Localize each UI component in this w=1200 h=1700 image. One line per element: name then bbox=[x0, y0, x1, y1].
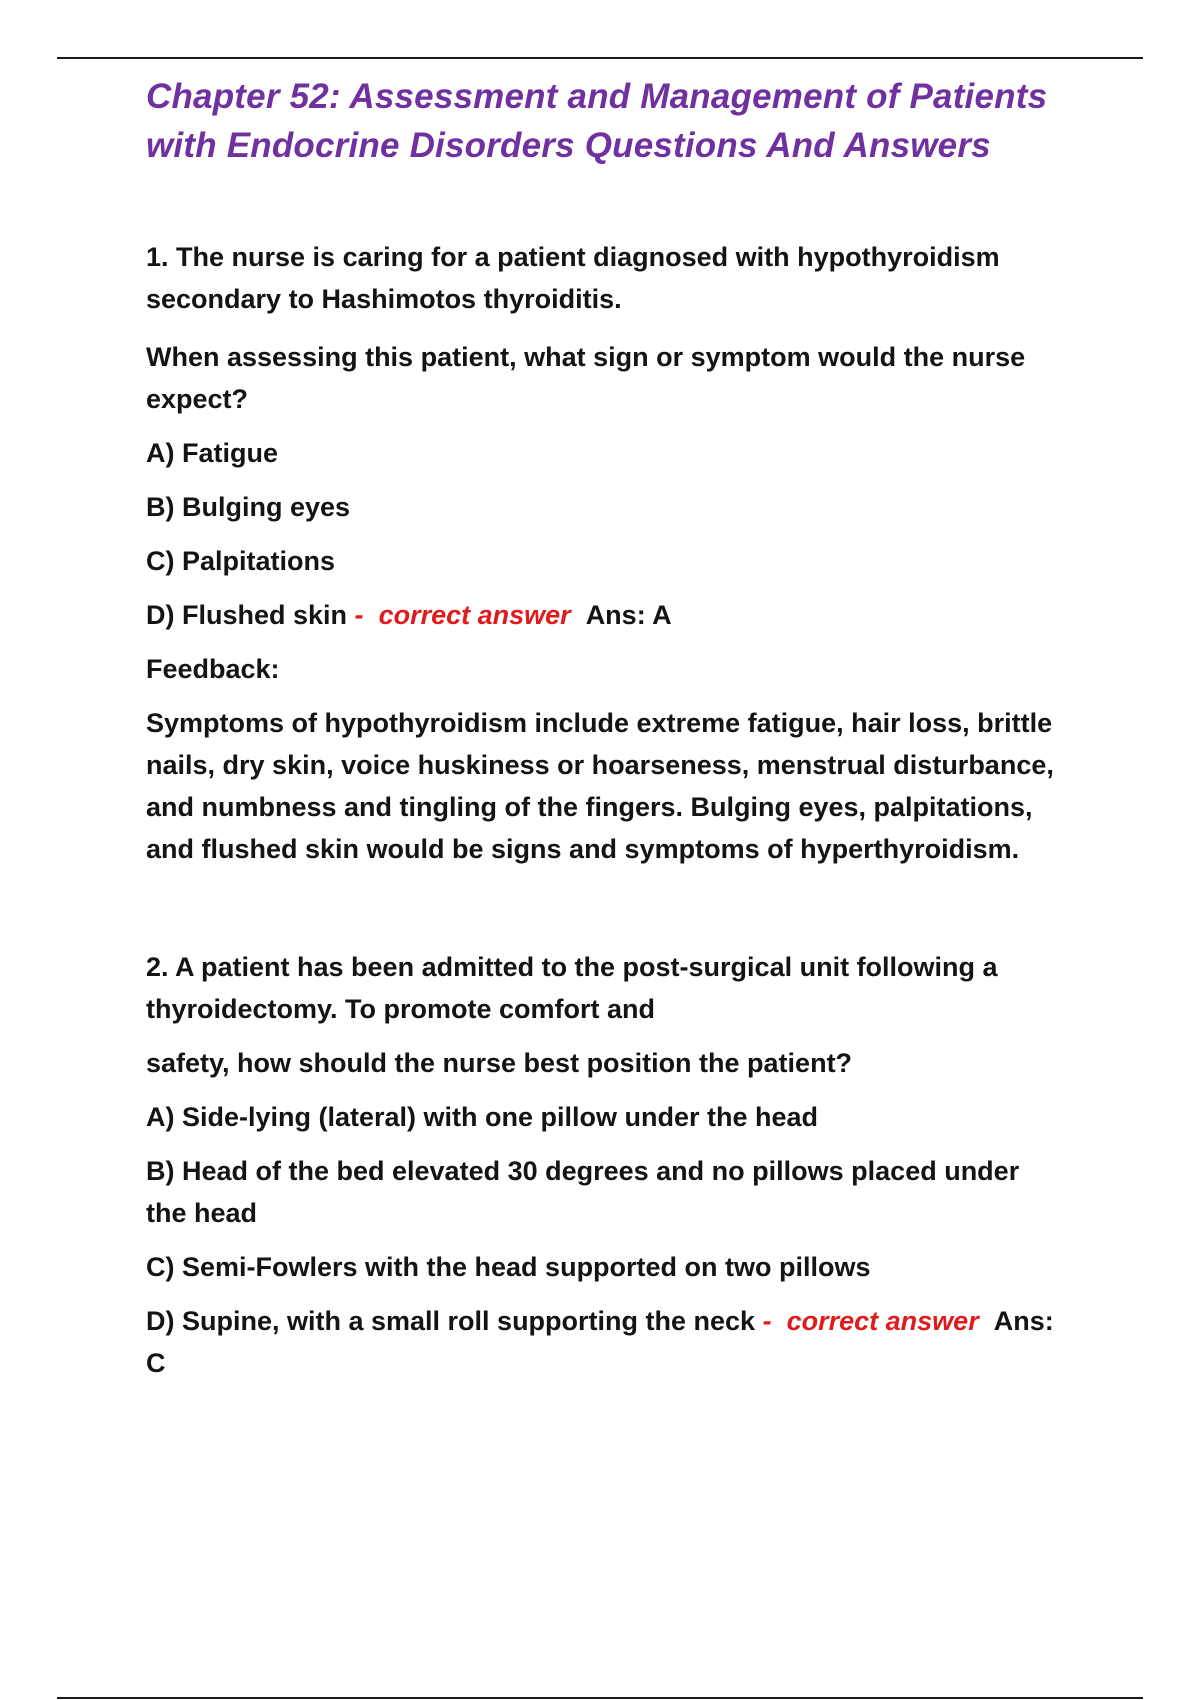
q1-stem-line-2: secondary to Hashimotos thyroiditis. bbox=[146, 284, 622, 314]
q1-answer: Ans: A bbox=[585, 600, 672, 630]
q2-option-b-line-1: B) Head of the bed elevated 30 degrees and no pillows placed under bbox=[146, 1156, 1020, 1186]
q1-option-a: A) Fatigue bbox=[146, 438, 278, 468]
q1-correct-answer-label: correct answer bbox=[378, 600, 571, 630]
q2-stem-line-1: 2. A patient has been admitted to the post-surgical unit following a bbox=[146, 952, 998, 982]
q1-option-c: C) Palpitations bbox=[146, 546, 336, 576]
q2-answer-line-2: C bbox=[146, 1348, 166, 1378]
title-line-2: with Endocrine Disorders Questions And Answers bbox=[146, 126, 991, 165]
q1-feedback-line-2: nails, dry skin, voice huskiness or hoarseness, menstrual disturbance, bbox=[146, 750, 1054, 780]
q1-dash: - bbox=[354, 600, 364, 630]
document-page bbox=[146, 72, 1106, 1384]
q1-option-b: B) Bulging eyes bbox=[146, 492, 351, 522]
q2-correct-answer-label: correct answer bbox=[786, 1306, 979, 1336]
q1-option-d: D) Flushed skin bbox=[146, 600, 348, 630]
q1-stem-line-1: 1. The nurse is caring for a patient diagnosed with hypothyroidism bbox=[146, 242, 1000, 272]
q2-option-d-row bbox=[146, 1300, 1106, 1342]
q2-answer-line-1: Ans: bbox=[993, 1306, 1054, 1336]
q1-prompt-line-2: expect? bbox=[146, 384, 249, 414]
q1-option-d-row bbox=[146, 594, 1106, 636]
document-title bbox=[146, 72, 1106, 170]
q2-stem-line-3: safety, how should the nurse best position the patient? bbox=[146, 1048, 853, 1078]
q2-option-d: D) Supine, with a small roll supporting the neck bbox=[146, 1306, 756, 1336]
q1-feedback-line-1: Symptoms of hypothyroidism include extreme fatigue, hair loss, brittle bbox=[146, 708, 1053, 738]
q2-option-c: C) Semi-Fowlers with the head supported on two pillows bbox=[146, 1252, 871, 1282]
q1-feedback-line-3: and numbness and tingling of the fingers. Bulging eyes, palpitations, bbox=[146, 792, 1033, 822]
bottom-divider bbox=[57, 1697, 1143, 1699]
question-2 bbox=[146, 946, 1106, 1384]
q2-stem-line-2: thyroidectomy. To promote comfort and bbox=[146, 994, 656, 1024]
q2-dash: - bbox=[762, 1306, 772, 1336]
q1-feedback-label: Feedback: bbox=[146, 654, 280, 684]
top-divider bbox=[57, 57, 1143, 59]
q2-option-a: A) Side-lying (lateral) with one pillow under the head bbox=[146, 1102, 819, 1132]
q1-feedback-line-4: and flushed skin would be signs and symptoms of hyperthyroidism. bbox=[146, 834, 1020, 864]
q2-option-b-line-2: the head bbox=[146, 1198, 258, 1228]
q1-prompt-line-1: When assessing this patient, what sign or symptom would the nurse bbox=[146, 342, 1026, 372]
question-1 bbox=[146, 236, 1106, 870]
title-line-1: Chapter 52: Assessment and Management of Patients bbox=[146, 77, 1048, 116]
